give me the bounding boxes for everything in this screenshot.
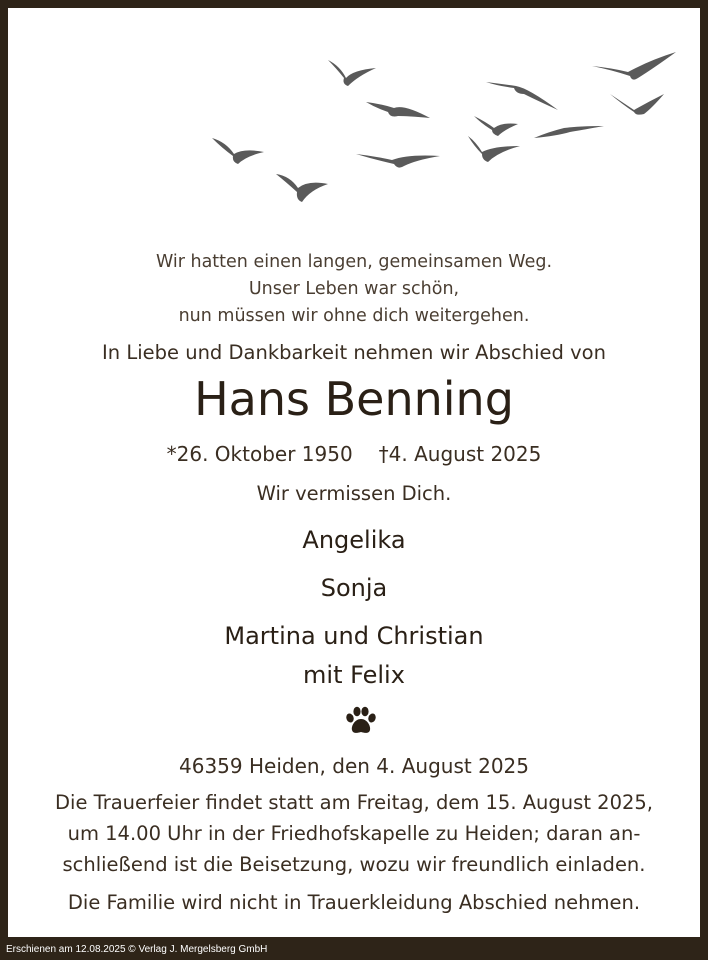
obituary-card <box>8 8 700 937</box>
family-member-1: Angelika <box>302 526 406 554</box>
closing-line: Wir vermissen Dich. <box>256 482 452 505</box>
verse-line-2: Unser Leben war schön, <box>248 279 460 299</box>
flying-birds-icon <box>198 38 678 213</box>
publication-footer: Erschienen am 12.08.2025 © Verlag J. Mergelsberg GmbH <box>6 944 268 955</box>
dress-note: Die Familie wird nicht in Trauerkleidung Abschied nehmen. <box>67 891 641 914</box>
deceased-name: Hans Benning <box>194 372 514 426</box>
ceremony-line-2: um 14.00 Uhr in der Friedhofskapelle zu Heiden; daran an- <box>67 822 641 845</box>
birth-date: *26. Oktober 1950 <box>166 442 353 466</box>
verse-line-1: Wir hatten einen langen, gemeinsamen Weg. <box>155 252 553 272</box>
family-member-4: mit Felix <box>303 661 405 689</box>
paw-print-icon <box>344 706 378 736</box>
death-date: †4. August 2025 <box>378 442 542 466</box>
family-member-3: Martina und Christian <box>224 622 484 650</box>
ceremony-line-1: Die Trauerfeier findet statt am Freitag, dem 15. August 2025, <box>55 791 653 814</box>
place-and-date: 46359 Heiden, den 4. August 2025 <box>179 754 529 778</box>
life-dates <box>8 442 700 466</box>
family-member-2: Sonja <box>320 574 388 602</box>
verse-line-3: nun müssen wir ohne dich weitergehen. <box>178 306 530 326</box>
intro-line: In Liebe und Dankbarkeit nehmen wir Abschied von <box>102 341 606 364</box>
ceremony-line-3: schließend ist die Beisetzung, wozu wir freundlich einladen. <box>62 853 646 876</box>
